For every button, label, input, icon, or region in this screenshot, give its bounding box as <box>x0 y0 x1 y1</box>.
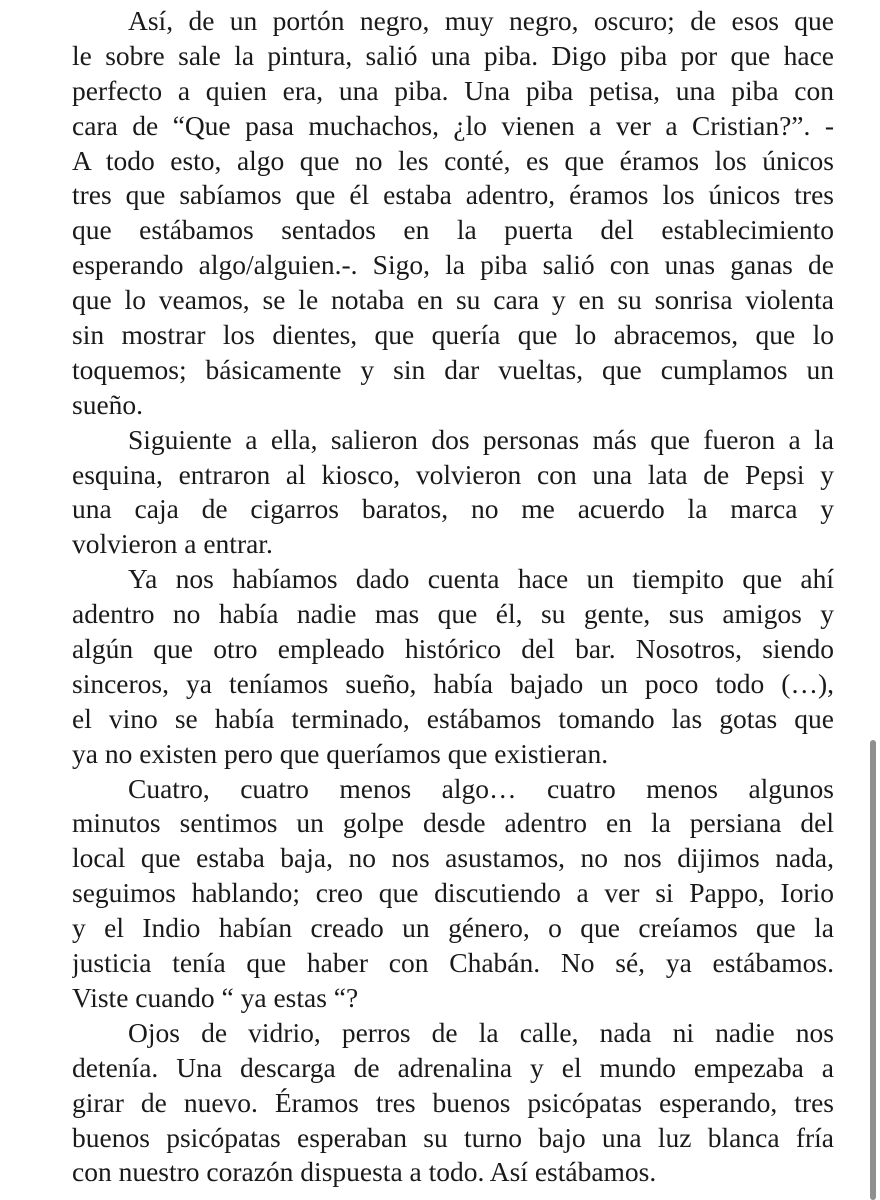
text-line: Ojos de vidrio, perros de la calle, nada ni nadie nos <box>128 1016 834 1048</box>
text-line: volvieron a entrar. <box>72 528 273 560</box>
text-line: adentro no había nadie mas que él, su gente, sus amigos y <box>72 598 834 630</box>
text-line: algún que otro empleado histórico del bar. Nosotros, siendo <box>72 633 834 665</box>
text-line: buenos psicópatas esperaban su turno bajo una luz blanca fría <box>72 1121 834 1153</box>
text-line: que lo veamos, se le notaba en su cara y en su sonrisa violenta <box>72 284 834 316</box>
scrollbar-thumb[interactable] <box>870 740 876 1200</box>
text-line: esperando algo/alguien.-. Sigo, la piba salió con unas ganas de <box>72 249 834 281</box>
text-line: sin mostrar los dientes, que quería que lo abracemos, que lo <box>72 319 834 351</box>
text-line: sueño. <box>72 388 144 420</box>
text-line: el vino se había terminado, estábamos tomando las gotas que <box>72 702 834 734</box>
text-line: con nuestro corazón dispuesta a todo. Así estábamos. <box>72 1156 657 1188</box>
text-line: Siguiente a ella, salieron dos personas más que fueron a la <box>128 423 834 455</box>
text-line: perfecto a quien era, una piba. Una piba petisa, una piba con <box>72 74 834 106</box>
text-line: ya no existen pero que queríamos que existieran. <box>72 737 609 769</box>
text-line: justicia tenía que haber con Chabán. No sé, ya estábamos. <box>72 947 834 979</box>
text-line: detenía. Una descarga de adrenalina y el mundo empezaba a <box>72 1051 834 1083</box>
text-body <box>72 4 834 1190</box>
text-line: le sobre sale la pintura, salió una piba. Digo piba por que hace <box>72 39 834 71</box>
text-line: sinceros, ya teníamos sueño, había bajado un poco todo (…), <box>72 667 834 699</box>
text-line: toquemos; básicamente y sin dar vueltas, que cumplamos un <box>72 353 834 385</box>
text-line: minutos sentimos un golpe desde adentro en la persiana del <box>72 807 834 839</box>
text-line: y el Indio habían creado un género, o que creíamos que la <box>72 912 834 944</box>
text-line: cara de “Que pasa muchachos, ¿lo vienen a ver a Cristian?”. - <box>72 109 834 141</box>
text-line: local que estaba baja, no nos asustamos, no nos dijimos nada, <box>72 842 834 874</box>
text-line: Cuatro, cuatro menos algo… cuatro menos algunos <box>128 772 834 804</box>
text-line: que estábamos sentados en la puerta del establecimiento <box>72 214 834 246</box>
text-line: Viste cuando “ ya estas “? <box>72 981 359 1013</box>
text-line: una caja de cigarros baratos, no me acuerdo la marca y <box>72 493 834 525</box>
text-line: esquina, entraron al kiosco, volvieron con una lata de Pepsi y <box>72 458 834 490</box>
text-line: Así, de un portón negro, muy negro, oscuro; de esos que <box>128 5 834 36</box>
text-line: girar de nuevo. Éramos tres buenos psicópatas esperando, tres <box>72 1086 834 1118</box>
text-line: tres que sabíamos que él estaba adentro, éramos los únicos tres <box>72 179 834 211</box>
text-line: seguimos hablando; creo que discutiendo a ver si Pappo, Iorio <box>72 877 834 909</box>
text-line: Ya nos habíamos dado cuenta hace un tiempito que ahí <box>128 563 834 595</box>
text-line: A todo esto, algo que no les conté, es que éramos los únicos <box>72 144 834 176</box>
